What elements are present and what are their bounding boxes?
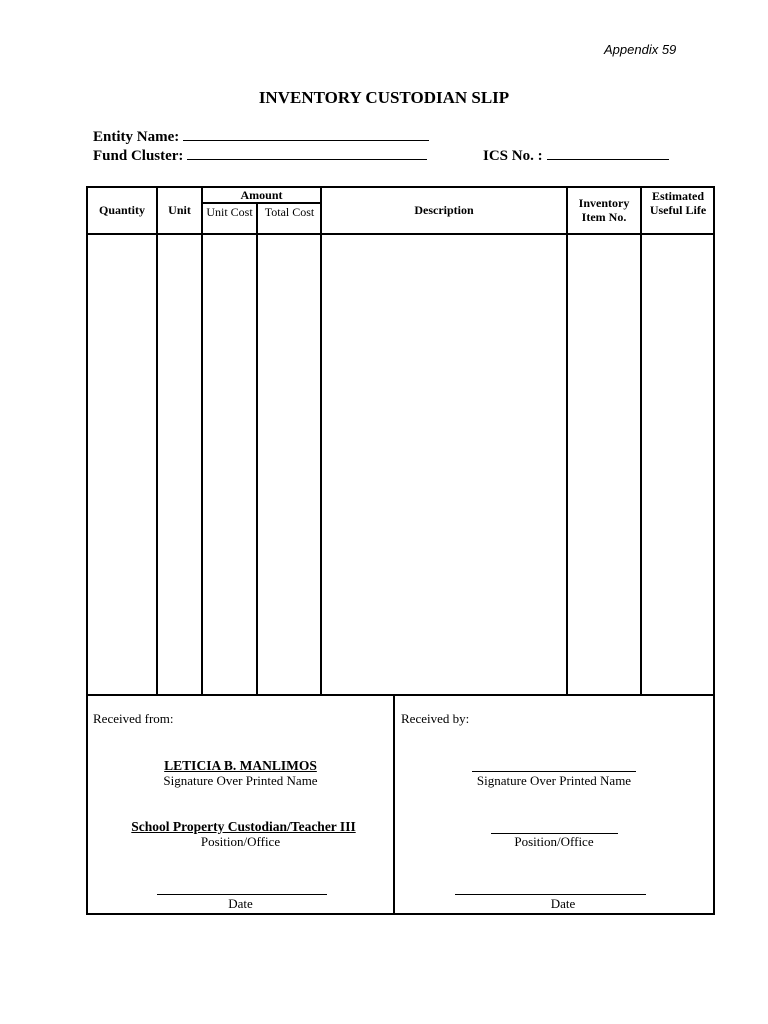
col-header-unit: Unit — [168, 203, 191, 217]
col-divider-description — [566, 186, 568, 696]
received-from-date-field[interactable] — [157, 894, 327, 895]
fund-cluster-line — [93, 146, 427, 165]
signature-section-divider — [393, 694, 395, 915]
col-divider-total-cost — [320, 186, 322, 696]
received-by-signature-caption: Signature Over Printed Name — [476, 773, 632, 788]
col-divider-unit-cost — [256, 202, 258, 696]
received-by-signature-field[interactable] — [472, 771, 636, 772]
table-header-divider — [86, 233, 715, 235]
col-header-estimated-useful-life: Estimated Useful Life — [649, 189, 707, 217]
inventory-table — [86, 186, 715, 915]
col-divider-unit — [201, 186, 203, 696]
col-header-quantity: Quantity — [98, 203, 145, 217]
entity-name-line — [93, 127, 429, 146]
ics-number-label: ICS No. : — [483, 148, 543, 164]
col-header-total-cost: Total Cost — [264, 205, 315, 219]
ics-number-field[interactable] — [547, 146, 669, 160]
received-by-position-caption: Position/Office — [514, 834, 594, 849]
received-from-date-caption: Date — [228, 896, 253, 911]
received-by-label: Received by: — [401, 711, 470, 726]
col-header-inventory-item-no: Inventory Item No. — [578, 196, 630, 224]
ics-number-line — [483, 146, 669, 165]
col-header-amount: Amount — [240, 188, 283, 202]
received-from-signature-caption: Signature Over Printed Name — [163, 773, 318, 788]
items-bottom-divider — [86, 694, 715, 696]
col-header-unit-cost: Unit Cost — [206, 205, 253, 219]
document-title: INVENTORY CUSTODIAN SLIP — [258, 88, 510, 107]
fund-cluster-field[interactable] — [187, 146, 427, 160]
received-by-date-caption: Date — [550, 896, 576, 911]
received-from-name: LETICIA B. MANLIMOS — [164, 758, 317, 773]
received-from-label: Received from: — [93, 711, 174, 726]
entity-name-label: Entity Name: — [93, 129, 180, 145]
fund-cluster-label: Fund Cluster: — [93, 148, 184, 164]
amount-subheader-divider — [202, 202, 321, 204]
col-header-description: Description — [414, 203, 474, 217]
col-divider-quantity — [156, 186, 158, 696]
received-by-date-field[interactable] — [455, 894, 646, 895]
entity-name-field[interactable] — [183, 127, 429, 141]
appendix-label: Appendix 59 — [604, 42, 677, 57]
received-from-position: School Property Custodian/Teacher III — [131, 819, 356, 834]
received-from-position-caption: Position/Office — [200, 834, 281, 849]
col-divider-inventory — [640, 186, 642, 696]
